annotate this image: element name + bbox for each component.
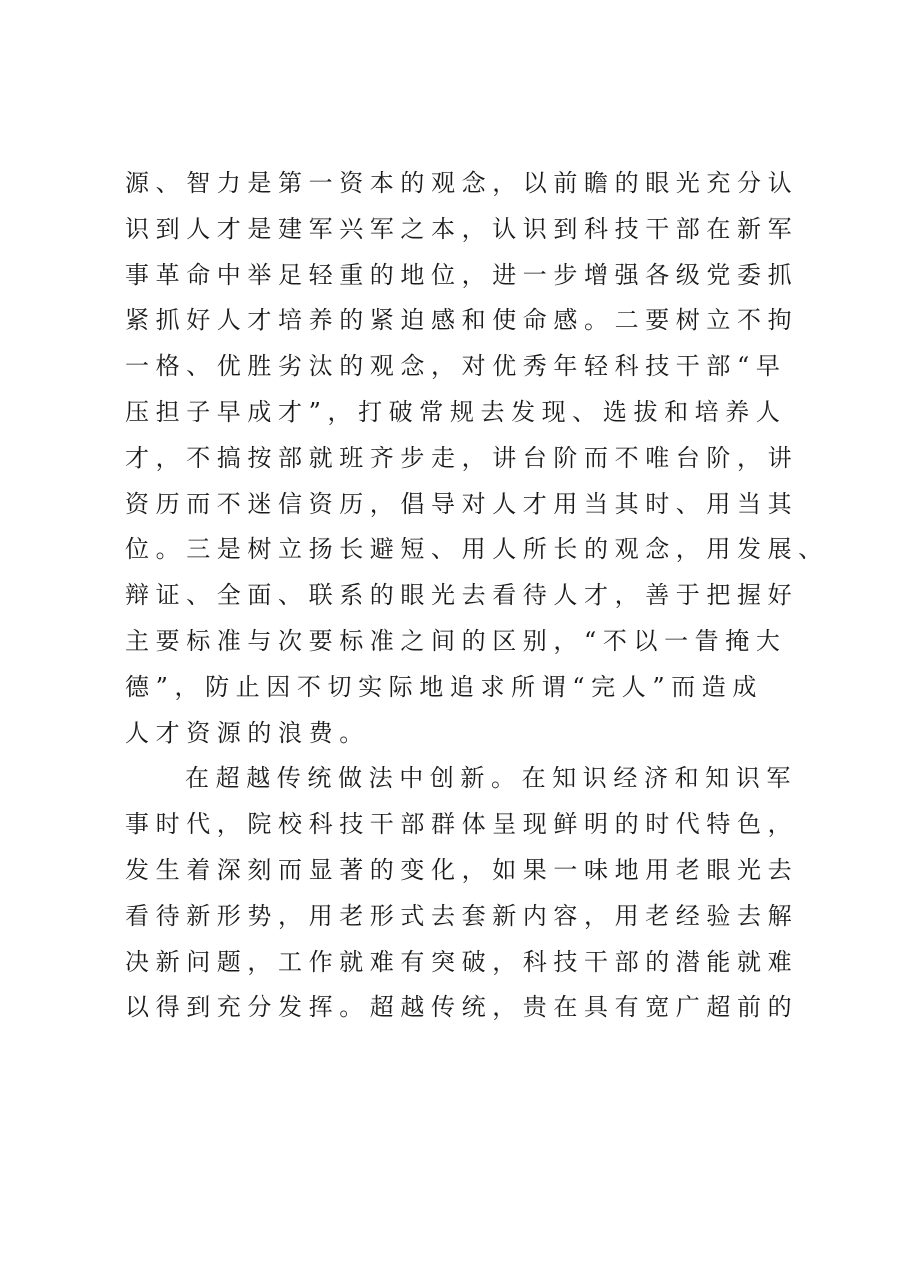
text-line: 以得到充分发挥。超越传统，贵在具有宽广超前的 — [125, 993, 799, 1022]
text-line: 看待新形势，用老形式去套新内容，用老经验去解 — [125, 901, 799, 930]
text-line: 才，不搞按部就班齐步走，讲台阶而不唯台阶，讲 — [125, 443, 799, 472]
text-line: 压担子早成才”，打破常规去发现、选拔和培养人 — [125, 397, 787, 426]
text-line: 决新问题，工作就难有突破，科技干部的潜能就难 — [125, 947, 799, 976]
text-line: 发生着深刻而显著的变化，如果一味地用老眼光去 — [125, 855, 799, 884]
text-line: 主要标准与次要标准之间的区别，“不以一眚掩大 — [125, 626, 787, 655]
body-text — [125, 161, 829, 1031]
paragraph-start-line: 在超越传统做法中创新。在知识经济和知识军 — [185, 764, 797, 793]
text-line: 辩证、全面、联系的眼光去看待人才，善于把握好 — [125, 581, 799, 610]
text-line: 资历而不迷信资历，倡导对人才用当其时、用当其 — [125, 489, 799, 518]
text-line: 事革命中举足轻重的地位，进一步增强各级党委抓 — [125, 260, 799, 289]
text-line: 人才资源的浪费。 — [125, 718, 370, 747]
text-line: 德”，防止因不切实际地追求所谓“完人”而造成 — [125, 672, 764, 701]
text-line: 源、智力是第一资本的观念，以前瞻的眼光充分认 — [125, 169, 799, 197]
text-line: 紧抓好人才培养的紧迫感和使命感。二要树立不拘 — [125, 306, 799, 335]
text-line: 事时代，院校科技干部群体呈现鲜明的时代特色， — [125, 810, 799, 839]
text-line: 位。三是树立扬长避短、用人所长的观念，用发展、 — [125, 535, 829, 564]
text-line: 识到人才是建军兴军之本，认识到科技干部在新军 — [125, 214, 799, 243]
text-line: 一格、优胜劣汰的观念，对优秀年轻科技干部“早 — [125, 352, 787, 381]
